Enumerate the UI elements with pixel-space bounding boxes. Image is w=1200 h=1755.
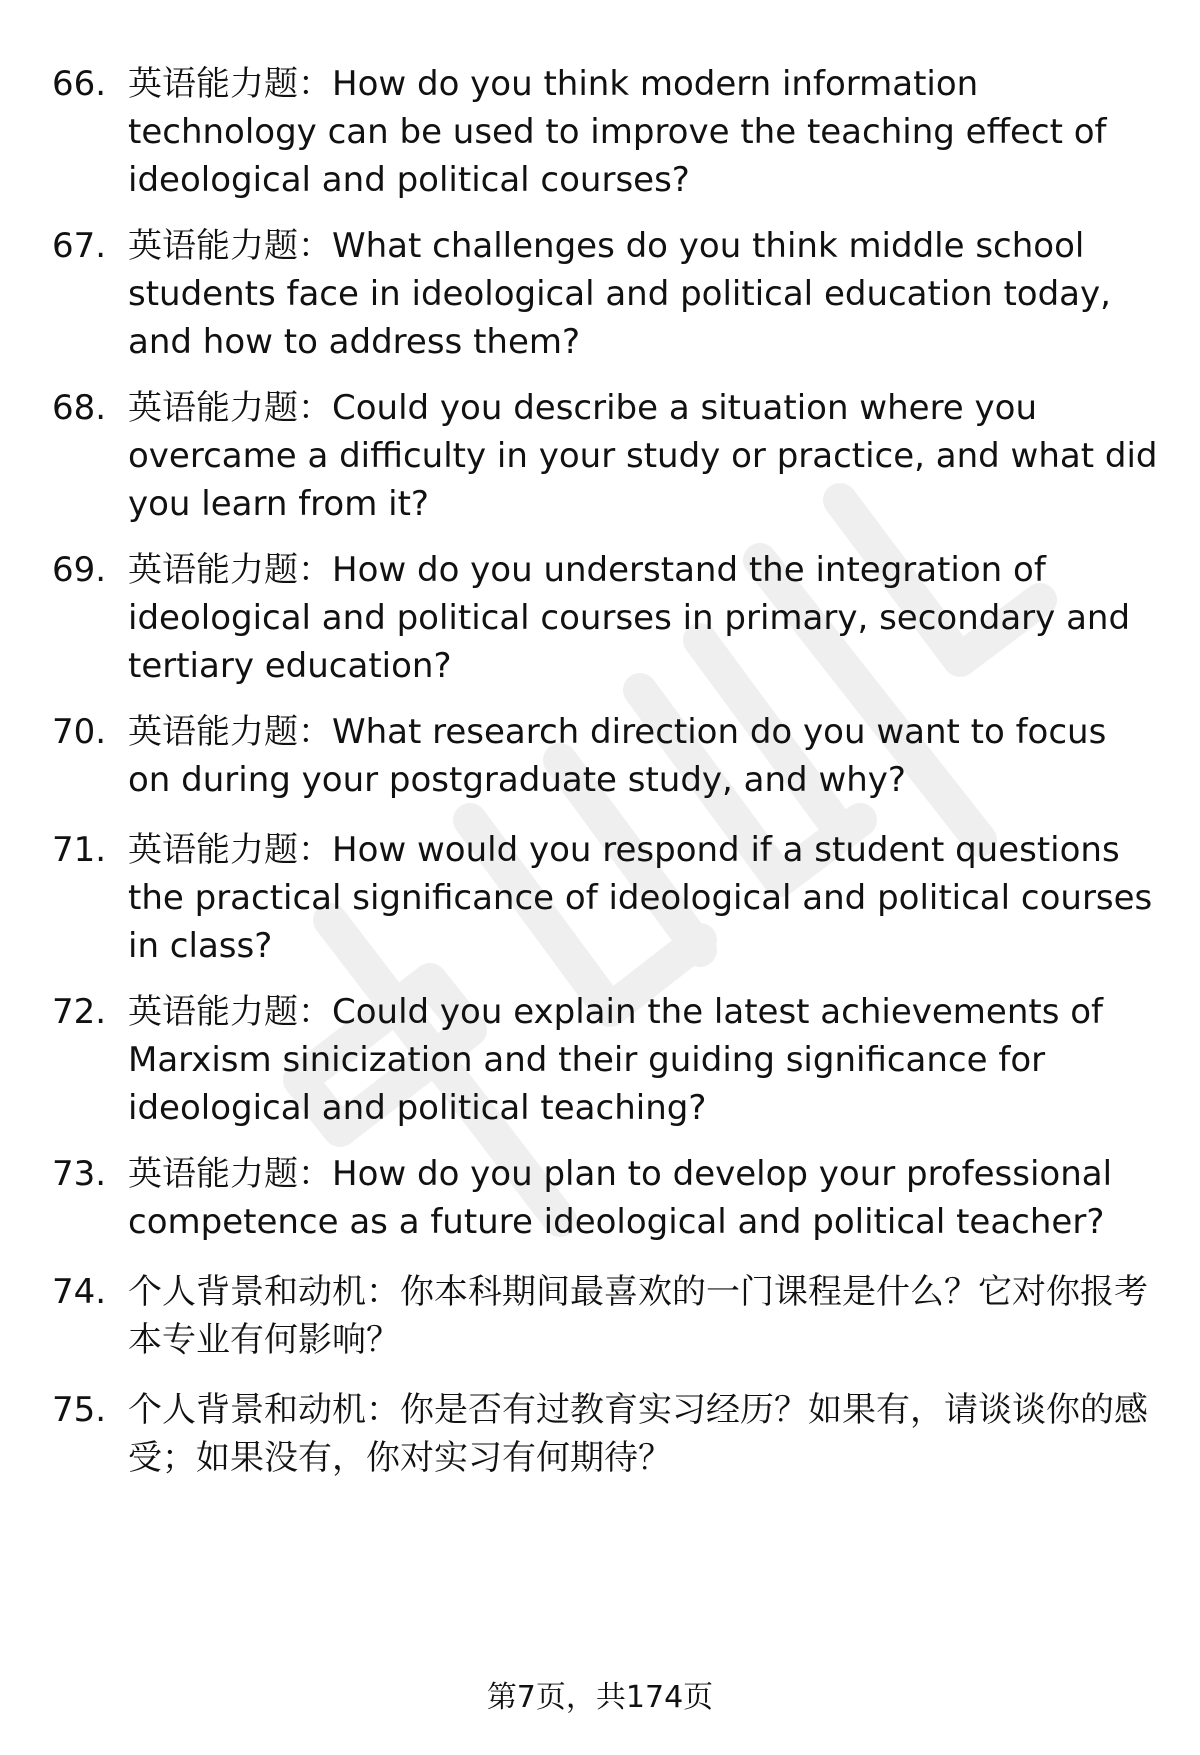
question-text-block [128, 60, 1158, 204]
question-text: 你是否有过教育实习经历？如果有，请谈谈你的感受；如果没有，你对实习有何期待？ [128, 1390, 1148, 1478]
question-text: How do you understand the integration of ideological and political courses in primary, secondary and tertiary education? [128, 550, 1131, 686]
question-text-block [128, 1268, 1158, 1364]
question-text: What challenges do you think middle school students face in ideological and political education today, and how to address them? [128, 226, 1111, 362]
question-text-block [128, 1150, 1158, 1246]
question-number: 66. [52, 64, 107, 104]
question-category: 个人背景和动机： [128, 1272, 400, 1312]
question-text-block [128, 708, 1158, 804]
question-category: 英语能力题： [128, 992, 332, 1032]
question-number: 70. [52, 712, 107, 752]
question-number: 75. [52, 1390, 107, 1430]
question-category: 英语能力题： [128, 550, 332, 590]
question-text-block [128, 222, 1158, 366]
question-number: 74. [52, 1272, 107, 1312]
question-text: How do you think modern information technology can be used to improve the teaching effect of ideological and political courses? [128, 64, 1107, 200]
question-text-block [128, 1386, 1158, 1482]
question-text-block [128, 546, 1158, 690]
question-category: 个人背景和动机： [128, 1390, 400, 1430]
question-category: 英语能力题： [128, 388, 332, 428]
question-text: Could you describe a situation where you overcame a difficulty in your study or practice, and what did you learn from it? [128, 388, 1158, 524]
question-number: 71. [52, 830, 107, 870]
question-number: 67. [52, 226, 107, 266]
question-number: 69. [52, 550, 107, 590]
question-text: How would you respond if a student questions the practical significance of ideological and political courses in class? [128, 830, 1153, 966]
question-category: 英语能力题： [128, 64, 332, 104]
question-category: 英语能力题： [128, 712, 332, 752]
question-text-block [128, 384, 1158, 528]
question-text: 你本科期间最喜欢的一门课程是什么？它对你报考本专业有何影响？ [128, 1272, 1148, 1360]
question-number: 73. [52, 1154, 107, 1194]
question-text: Could you explain the latest achievements of Marxism sinicization and their guiding significance for ideological and political teaching? [128, 992, 1103, 1128]
question-number: 68. [52, 388, 107, 428]
question-number: 72. [52, 992, 107, 1032]
page-footer: 第7页，共174页 [486, 1680, 714, 1715]
question-category: 英语能力题： [128, 830, 332, 870]
question-text: What research direction do you want to focus on during your postgraduate study, and why? [128, 712, 1107, 800]
question-category: 英语能力题： [128, 1154, 332, 1194]
question-category: 英语能力题： [128, 226, 332, 266]
question-text-block [128, 988, 1158, 1132]
question-text-block [128, 826, 1158, 970]
question-text: How do you plan to develop your professional competence as a future ideological and political teacher? [128, 1154, 1113, 1242]
